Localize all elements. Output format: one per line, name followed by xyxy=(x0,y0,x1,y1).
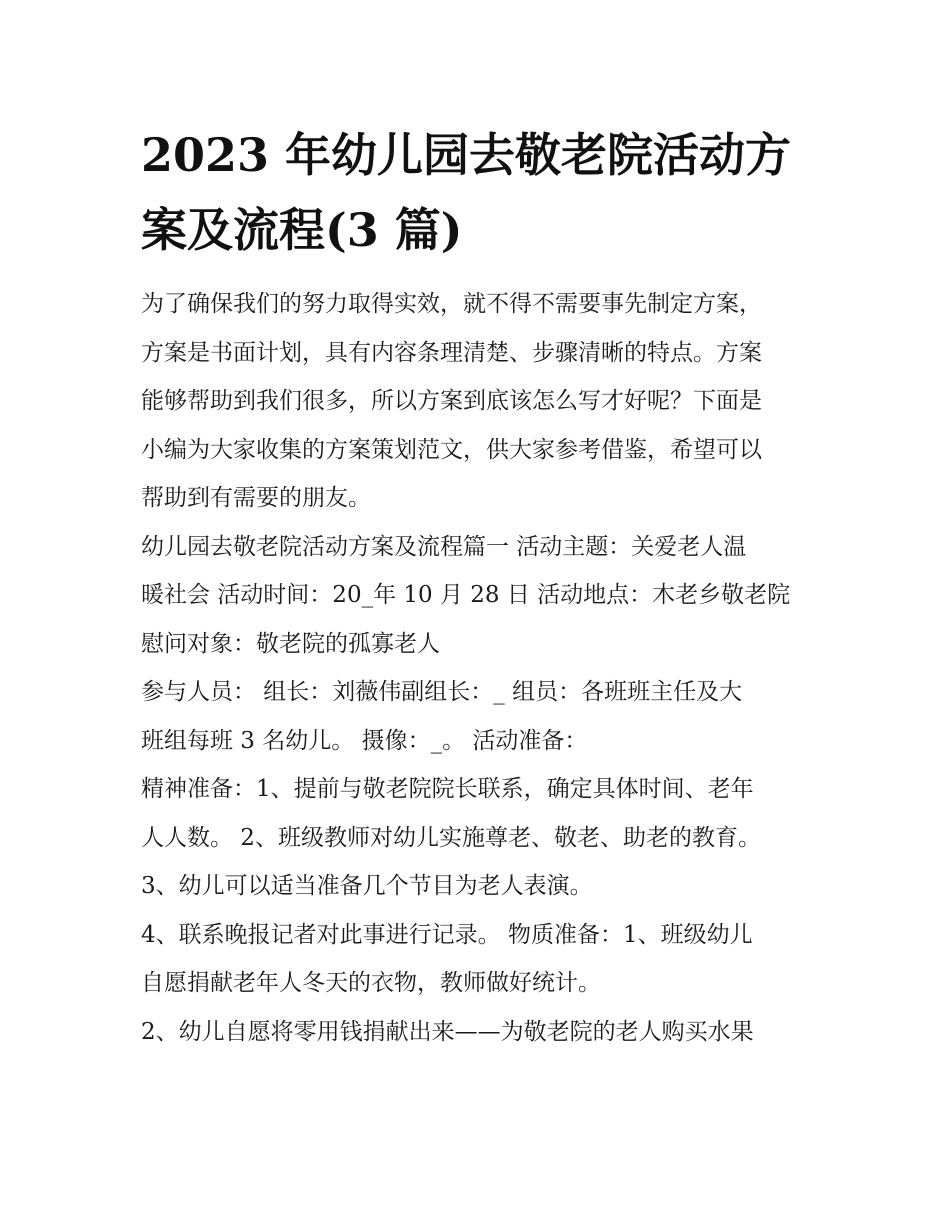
paragraph-intro xyxy=(141,280,821,523)
paragraph-item-4 xyxy=(141,911,821,1008)
paragraph-activity-info xyxy=(141,523,821,669)
text-line: 小编为大家收集的方案策划范文，供大家参考借鉴，希望可以 xyxy=(141,436,762,463)
paragraph-item-3 xyxy=(141,862,821,911)
title-line: 2023 年幼儿园去敬老院活动方 xyxy=(141,128,792,182)
text-line: 自愿捐献老年人冬天的衣物，教师做好统计。 xyxy=(141,970,601,996)
paragraph-participants xyxy=(141,668,821,765)
text-line: 为了确保我们的努力取得实效，就不得不需要事先制定方案， xyxy=(141,291,762,317)
text-line: 参与人员： 组长：刘薇伟副组长：_ 组员：各班班主任及大 xyxy=(141,679,743,705)
text-line: 暖社会 活动时间：20_年 10 月 28 日 活动地点：木老乡敬老院 xyxy=(141,582,791,608)
paragraph-mental-prep xyxy=(141,765,821,862)
paragraph-material-2 xyxy=(141,1008,821,1057)
text-line: 4、联系晚报记者对此事进行记录。 物质准备：1、班级幼儿 xyxy=(141,921,753,948)
text-line: 班组每班 3 名幼儿。 摄像：_。 活动准备： xyxy=(141,727,588,754)
text-line: 2、幼儿自愿将零用钱捐献出来——为敬老院的老人购买水果 xyxy=(141,1018,754,1045)
text-line: 方案是书面计划，具有内容条理清楚、步骤清晰的特点。方案 xyxy=(141,339,762,366)
document-body xyxy=(141,280,821,1056)
text-line: 慰问对象：敬老院的孤寡老人 xyxy=(141,630,440,657)
text-line: 精神准备：1、提前与敬老院院长联系，确定具体时间、老年 xyxy=(141,776,754,802)
title-line: 案及流程(3 篇) xyxy=(141,203,463,257)
text-line: 3、幼儿可以适当准备几个节目为老人表演。 xyxy=(141,873,593,899)
text-line: 帮助到有需要的朋友。 xyxy=(141,485,371,511)
text-line: 能够帮助到我们很多，所以方案到底该怎么写才好呢？下面是 xyxy=(141,388,762,414)
text-line: 幼儿园去敬老院活动方案及流程篇一 活动主题：关爱老人温 xyxy=(141,533,747,560)
text-line: 人人数。 2、班级教师对幼儿实施尊老、敬老、助老的教育。 xyxy=(141,824,761,851)
document-title xyxy=(141,118,821,268)
